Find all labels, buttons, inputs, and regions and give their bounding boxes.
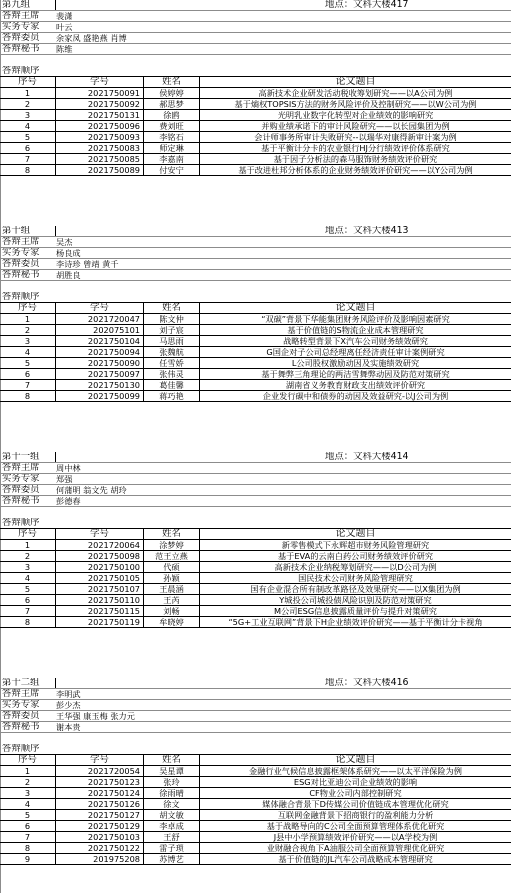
row-thesis-title[interactable]: 光明乳业数字化转型对企业绩效的影响研究	[277, 110, 434, 120]
col-seq-header[interactable]: 序号	[0, 303, 56, 313]
table-row	[0, 843, 511, 854]
row-seq[interactable]: 8	[0, 617, 56, 627]
col-title-header[interactable]: 论文题目	[335, 303, 376, 313]
row-seq[interactable]: 5	[0, 358, 56, 368]
row-student-name[interactable]: 代硕	[144, 562, 200, 572]
row-student-id[interactable]: 202075101	[56, 325, 144, 335]
row-student-id[interactable]: 201975208	[56, 854, 144, 864]
row-thesis-title[interactable]: 媒体融合背景下D传媒公司价值链成本管理优化研究	[262, 799, 449, 809]
defense-group	[0, 0, 511, 176]
table-row	[0, 110, 511, 121]
row-student-name[interactable]: 苏博艺	[144, 854, 200, 864]
row-student-id[interactable]: 2021750131	[56, 110, 144, 120]
row-thesis-title[interactable]: 基于舞弊三角理论的两洁雪舞弊动因及防范对策研究	[261, 369, 450, 379]
row-student-name[interactable]: 师定琳	[144, 143, 200, 153]
chair-label[interactable]: 答辩主席	[2, 237, 40, 247]
row-student-id[interactable]: 2021720047	[56, 314, 144, 324]
expert-label[interactable]: 实务专家	[2, 22, 40, 32]
row-student-name[interactable]: 王晨涵	[144, 584, 200, 594]
expert-row	[0, 22, 511, 33]
table-row	[0, 606, 511, 617]
order-row	[0, 518, 511, 529]
defense-group	[0, 452, 511, 628]
secretary-row	[0, 496, 511, 507]
secretary-label[interactable]: 答辩秘书	[2, 270, 40, 280]
chair-label[interactable]: 答辩主席	[2, 689, 40, 699]
row-student-id[interactable]: 2021750090	[56, 358, 144, 368]
table-row	[0, 347, 511, 358]
row-thesis-title[interactable]: “双碳”背景下华能集团财务风险评价及影响因素研究	[261, 314, 450, 324]
group-title[interactable]: 第十二组	[0, 678, 56, 688]
row-seq[interactable]: 1	[0, 88, 56, 98]
table-row	[0, 595, 511, 606]
row-student-id[interactable]: 2021750098	[56, 551, 144, 561]
row-student-id[interactable]: 2021750122	[56, 843, 144, 853]
student-rows	[0, 88, 511, 176]
order-label[interactable]: 答辩顺序	[2, 66, 40, 76]
row-student-id[interactable]: 2021750124	[56, 788, 144, 798]
members-value[interactable]: 李诗珍 曾靖 黄千	[56, 259, 119, 269]
row-seq[interactable]: 6	[0, 595, 56, 605]
members-row	[0, 33, 511, 44]
table-row	[0, 854, 511, 865]
row-seq[interactable]: 5	[0, 132, 56, 142]
members-label[interactable]: 答辩委员	[2, 259, 40, 269]
table-row	[0, 832, 511, 843]
row-thesis-title[interactable]: 基于平衡计分卡的农业银行HJ分行绩效评价体系研究	[261, 143, 450, 153]
expert-value[interactable]: 彭少杰	[56, 700, 81, 710]
row-student-name[interactable]: 徐文	[144, 799, 200, 809]
table-row	[0, 391, 511, 402]
row-student-id[interactable]: 2021750110	[56, 595, 144, 605]
table-row	[0, 88, 511, 99]
row-student-id[interactable]: 2021750119	[56, 617, 144, 627]
row-student-id[interactable]: 2021750103	[56, 832, 144, 842]
group-header-row	[0, 678, 511, 689]
row-student-name[interactable]: 马思雨	[144, 336, 200, 346]
column-header-row	[0, 529, 511, 540]
secretary-label[interactable]: 答辩秘书	[2, 496, 40, 506]
row-seq[interactable]: 1	[0, 766, 56, 776]
expert-label[interactable]: 实务专家	[2, 700, 40, 710]
expert-value[interactable]: 杨良成	[56, 248, 81, 258]
group-location[interactable]: 地点：文科大楼416	[325, 678, 409, 688]
table-row	[0, 573, 511, 584]
secretary-value[interactable]: 谢本贵	[56, 722, 81, 732]
row-student-id[interactable]: 2021750129	[56, 821, 144, 831]
row-student-id[interactable]: 2021750100	[56, 562, 144, 572]
secretary-row	[0, 722, 511, 733]
col-seq-header[interactable]: 序号	[0, 77, 56, 87]
chair-row	[0, 11, 511, 22]
row-student-name[interactable]: 刘畅	[144, 606, 200, 616]
col-id-header[interactable]: 学号	[56, 529, 144, 539]
row-student-name[interactable]: 范王立燕	[144, 551, 200, 561]
group-header-row	[0, 226, 511, 237]
row-student-name[interactable]: 张玲	[144, 777, 200, 787]
row-seq[interactable]: 8	[0, 165, 56, 175]
row-student-name[interactable]: 郝思梦	[144, 99, 200, 109]
blank-row	[0, 55, 511, 66]
table-row	[0, 799, 511, 810]
table-row	[0, 154, 511, 165]
table-row	[0, 562, 511, 573]
row-student-id[interactable]: 2021750126	[56, 799, 144, 809]
row-student-id[interactable]: 2021750096	[56, 121, 144, 131]
expert-label[interactable]: 实务专家	[2, 248, 40, 258]
secretary-row	[0, 270, 511, 281]
members-row	[0, 259, 511, 270]
row-student-name[interactable]: 葛佳馨	[144, 380, 200, 390]
row-student-name[interactable]: 涂梦婷	[144, 540, 200, 550]
student-rows	[0, 540, 511, 628]
row-seq[interactable]: 9	[0, 854, 56, 864]
col-id-header[interactable]: 学号	[56, 303, 144, 313]
table-row	[0, 369, 511, 380]
chair-value[interactable]: 李明武	[56, 689, 81, 699]
row-thesis-title[interactable]: CF物业公司内部控制研究	[309, 788, 402, 798]
row-student-id[interactable]: 2021750115	[56, 606, 144, 616]
order-label[interactable]: 答辩顺序	[2, 518, 40, 528]
row-seq[interactable]: 3	[0, 110, 56, 120]
col-id-header[interactable]: 学号	[56, 755, 144, 765]
row-seq[interactable]: 2	[0, 777, 56, 787]
table-row	[0, 821, 511, 832]
row-thesis-title[interactable]: 基于价值链的JL汽车公司战略成本管理研究	[278, 854, 433, 864]
student-rows	[0, 766, 511, 865]
row-student-name[interactable]: 胡文敏	[144, 810, 200, 820]
row-student-id[interactable]: 2021750083	[56, 143, 144, 153]
row-seq[interactable]: 1	[0, 314, 56, 324]
table-row	[0, 584, 511, 595]
row-thesis-title[interactable]: J县中小学预算绩效评价研究——以A学校为例	[273, 832, 438, 842]
members-row	[0, 711, 511, 722]
row-student-name[interactable]: 王芮	[144, 595, 200, 605]
row-student-id[interactable]: 2021750089	[56, 165, 144, 175]
row-seq[interactable]: 8	[0, 391, 56, 401]
row-student-name[interactable]: 吴星谭	[144, 766, 200, 776]
table-row	[0, 132, 511, 143]
secretary-label[interactable]: 答辩秘书	[2, 722, 40, 732]
table-row	[0, 777, 511, 788]
row-seq[interactable]: 8	[0, 843, 56, 853]
col-seq-header[interactable]: 序号	[0, 755, 56, 765]
row-thesis-title[interactable]: 基于价值链的S物流企业成本管理研究	[287, 325, 424, 335]
row-thesis-title[interactable]: 基于熵权TOPSIS方法的财务风险评价及控制研究——以W公司为例	[234, 99, 477, 109]
chair-value[interactable]: 吴杰	[56, 237, 73, 247]
blank-row	[0, 507, 511, 518]
column-header-row	[0, 77, 511, 88]
row-student-name[interactable]: 徐雨晴	[144, 788, 200, 798]
row-student-name[interactable]: 李卓成	[144, 821, 200, 831]
table-row	[0, 551, 511, 562]
members-label[interactable]: 答辩委员	[2, 33, 40, 43]
group-location[interactable]: 地点：文科大楼417	[325, 0, 409, 10]
row-student-id[interactable]: 2021750093	[56, 132, 144, 142]
secretary-label[interactable]: 答辩秘书	[2, 44, 40, 54]
row-seq[interactable]: 7	[0, 832, 56, 842]
row-thesis-title[interactable]: “5G+工业互联网”背景下H企业绩效评价研究——基于平衡计分卡视角	[228, 617, 483, 627]
expert-row	[0, 474, 511, 485]
col-name-header[interactable]: 姓名	[144, 755, 200, 765]
row-thesis-title[interactable]: 互联网金融背景下招商银行的盈利能力分析	[277, 810, 434, 820]
row-student-id[interactable]: 2021750105	[56, 573, 144, 583]
col-id-header[interactable]: 学号	[56, 77, 144, 87]
table-row	[0, 325, 511, 336]
row-thesis-title[interactable]: 基于战略导向的C公司全面预算管理体系优化研究	[266, 821, 445, 831]
col-name-header[interactable]: 姓名	[144, 529, 200, 539]
members-value[interactable]: 王华强 康玉梅 张力元	[56, 711, 135, 721]
col-name-header[interactable]: 姓名	[144, 303, 200, 313]
blank-row	[0, 281, 511, 292]
chair-value[interactable]: 裴潇	[56, 11, 73, 21]
row-student-id[interactable]: 2021750107	[56, 584, 144, 594]
expert-row	[0, 700, 511, 711]
row-thesis-title[interactable]: 湖南省义务教育财政支出绩效评价研究	[285, 380, 426, 390]
members-label[interactable]: 答辩委员	[2, 711, 40, 721]
group-location[interactable]: 地点：文科大楼413	[325, 226, 409, 236]
col-title-header[interactable]: 论文题目	[335, 529, 376, 539]
group-header-row	[0, 452, 511, 463]
row-thesis-title[interactable]: 业财融合视角下A油服公司全面预算管理优化研究	[266, 843, 445, 853]
row-seq[interactable]: 2	[0, 551, 56, 561]
row-seq[interactable]: 1	[0, 540, 56, 550]
row-thesis-title[interactable]: G国企对子公司总经理离任经济责任审计案例研究	[266, 347, 445, 357]
row-student-name[interactable]: 李铭石	[144, 132, 200, 142]
row-seq[interactable]: 3	[0, 562, 56, 572]
row-thesis-title[interactable]: 国有企业混合所有制改革路径及效果研究——以X集团为例	[250, 584, 461, 594]
row-student-name[interactable]: 孙颖	[144, 573, 200, 583]
order-row	[0, 66, 511, 77]
row-seq[interactable]: 4	[0, 347, 56, 357]
row-seq[interactable]: 7	[0, 380, 56, 390]
row-thesis-title[interactable]: L公司股权激励动因及实施绩效研究	[291, 358, 420, 368]
row-student-id[interactable]: 2021720054	[56, 766, 144, 776]
secretary-value[interactable]: 彭德春	[56, 496, 81, 506]
chair-label[interactable]: 答辩主席	[2, 463, 40, 473]
secretary-row	[0, 44, 511, 55]
expert-value[interactable]: 郑强	[56, 474, 73, 484]
row-thesis-title[interactable]: 会计师事务所审计失败研究--以瑞华对康得新审计案为例	[254, 132, 457, 142]
col-seq-header[interactable]: 序号	[0, 529, 56, 539]
col-name-header[interactable]: 姓名	[144, 77, 200, 87]
table-row	[0, 143, 511, 154]
group-title[interactable]: 第十一组	[0, 452, 56, 462]
row-student-id[interactable]: 2021750104	[56, 336, 144, 346]
column-header-row	[0, 303, 511, 314]
table-row	[0, 810, 511, 821]
table-row	[0, 314, 511, 325]
row-student-name[interactable]: 雷子琐	[144, 843, 200, 853]
row-seq[interactable]: 4	[0, 573, 56, 583]
row-thesis-title[interactable]: 基于因子分析法的森马服饰财务绩效评价研究	[273, 154, 438, 164]
row-student-name[interactable]: 王舒	[144, 832, 200, 842]
table-row	[0, 336, 511, 347]
secretary-value[interactable]: 陈维	[56, 44, 73, 54]
col-title-header[interactable]: 论文题目	[335, 77, 376, 87]
row-seq[interactable]: 6	[0, 821, 56, 831]
row-student-id[interactable]: 2021750094	[56, 347, 144, 357]
row-student-name[interactable]: 侯婷婷	[144, 88, 200, 98]
order-label[interactable]: 答辩顺序	[2, 744, 40, 754]
row-thesis-title[interactable]: 金融行业气候信息披露框架体系研究——以太平洋保险为例	[249, 766, 462, 776]
row-student-id[interactable]: 2021750097	[56, 369, 144, 379]
chair-row	[0, 689, 511, 700]
blank-row	[0, 733, 511, 744]
row-seq[interactable]: 4	[0, 799, 56, 809]
group-location[interactable]: 地点：文科大楼414	[325, 452, 409, 462]
row-seq[interactable]: 3	[0, 336, 56, 346]
row-thesis-title[interactable]: 高新技术企业研发活动税收筹划研究——以A公司为例	[258, 88, 453, 98]
group-title[interactable]: 第十组	[0, 226, 56, 236]
chair-value[interactable]: 周中林	[56, 463, 81, 473]
order-row	[0, 292, 511, 303]
row-student-id[interactable]: 2021750091	[56, 88, 144, 98]
row-student-id[interactable]: 2021720064	[56, 540, 144, 550]
expert-row	[0, 248, 511, 259]
row-student-id[interactable]: 2021750123	[56, 777, 144, 787]
row-student-name[interactable]: 李嘉南	[144, 154, 200, 164]
row-thesis-title[interactable]: 基于EVA的云南白药公司财务绩效评价研究	[277, 551, 434, 561]
row-seq[interactable]: 5	[0, 584, 56, 594]
row-seq[interactable]: 5	[0, 810, 56, 820]
row-seq[interactable]: 2	[0, 325, 56, 335]
expert-label[interactable]: 实务专家	[2, 474, 40, 484]
table-row	[0, 617, 511, 628]
row-thesis-title[interactable]: 战略转型背景下X汽车公司财务绩效研究	[283, 336, 428, 346]
column-header-row	[0, 755, 511, 766]
group-header-row	[0, 0, 511, 11]
row-student-id[interactable]: 2021750130	[56, 380, 144, 390]
table-row	[0, 121, 511, 132]
row-student-id[interactable]: 2021750127	[56, 810, 144, 820]
row-student-name[interactable]: 任雪娇	[144, 358, 200, 368]
row-thesis-title[interactable]: 企业发行碳中和债券的动因及效益研究-以J公司为例	[262, 391, 449, 401]
row-student-name[interactable]: 徐鸥	[144, 110, 200, 120]
order-row	[0, 744, 511, 755]
table-row	[0, 165, 511, 176]
row-student-name[interactable]: 陈文仲	[144, 314, 200, 324]
row-thesis-title[interactable]: 国民技术公司财务风险管理研究	[298, 573, 413, 583]
row-student-name[interactable]: 刘子宸	[144, 325, 200, 335]
row-student-name[interactable]: 张魏航	[144, 347, 200, 357]
row-thesis-title[interactable]: 并购业绩承诺下的审计风险研究——以长园集团为例	[261, 121, 450, 131]
row-student-id[interactable]: 2021750092	[56, 99, 144, 109]
row-thesis-title[interactable]: ESG对比亚迪公司企业绩效的影响	[293, 777, 418, 787]
defense-group	[0, 678, 511, 865]
row-student-name[interactable]: 费刘旺	[144, 121, 200, 131]
order-label[interactable]: 答辩顺序	[2, 292, 40, 302]
row-seq[interactable]: 2	[0, 99, 56, 109]
members-row	[0, 485, 511, 496]
table-row	[0, 380, 511, 391]
student-rows	[0, 314, 511, 402]
table-row	[0, 99, 511, 110]
row-student-name[interactable]: 付安宁	[144, 165, 200, 175]
members-label[interactable]: 答辩委员	[2, 485, 40, 495]
row-seq[interactable]: 7	[0, 606, 56, 616]
chair-label[interactable]: 答辩主席	[2, 11, 40, 21]
members-value[interactable]: 何蒲明 翁文先 胡玲	[56, 485, 127, 495]
col-title-header[interactable]: 论文题目	[335, 755, 376, 765]
row-seq[interactable]: 6	[0, 369, 56, 379]
row-student-id[interactable]: 2021750099	[56, 391, 144, 401]
table-row	[0, 358, 511, 369]
row-seq[interactable]: 7	[0, 154, 56, 164]
row-student-name[interactable]: 蒋巧艳	[144, 391, 200, 401]
row-seq[interactable]: 3	[0, 788, 56, 798]
expert-value[interactable]: 叶云	[56, 22, 73, 32]
members-value[interactable]: 余家凤 盛艳燕 肖博	[56, 33, 127, 43]
chair-row	[0, 463, 511, 474]
row-thesis-title[interactable]: 基于改进杜邦分析体系的企业财务绩效评价研究——以Y公司为例	[238, 165, 473, 175]
table-row	[0, 788, 511, 799]
group-title[interactable]: 第九组	[0, 0, 56, 10]
defense-group	[0, 226, 511, 402]
table-row	[0, 540, 511, 551]
row-thesis-title[interactable]: Y城投公司城投债风险识别及防范对策研究	[279, 595, 432, 605]
table-row	[0, 766, 511, 777]
row-student-name[interactable]: 张伟灵	[144, 369, 200, 379]
row-seq[interactable]: 6	[0, 143, 56, 153]
secretary-value[interactable]: 胡胜良	[56, 270, 81, 280]
row-student-id[interactable]: 2021750085	[56, 154, 144, 164]
row-thesis-title[interactable]: 高新技术企业纳税筹划研究——以D公司为例	[274, 562, 437, 572]
row-seq[interactable]: 4	[0, 121, 56, 131]
row-thesis-title[interactable]: 新零售模式下永辉超市财务风险管理研究	[281, 540, 430, 550]
row-thesis-title[interactable]: M公司ESG信息披露质量评价与提升对策研究	[274, 606, 437, 616]
row-student-name[interactable]: 牟晓婷	[144, 617, 200, 627]
chair-row	[0, 237, 511, 248]
